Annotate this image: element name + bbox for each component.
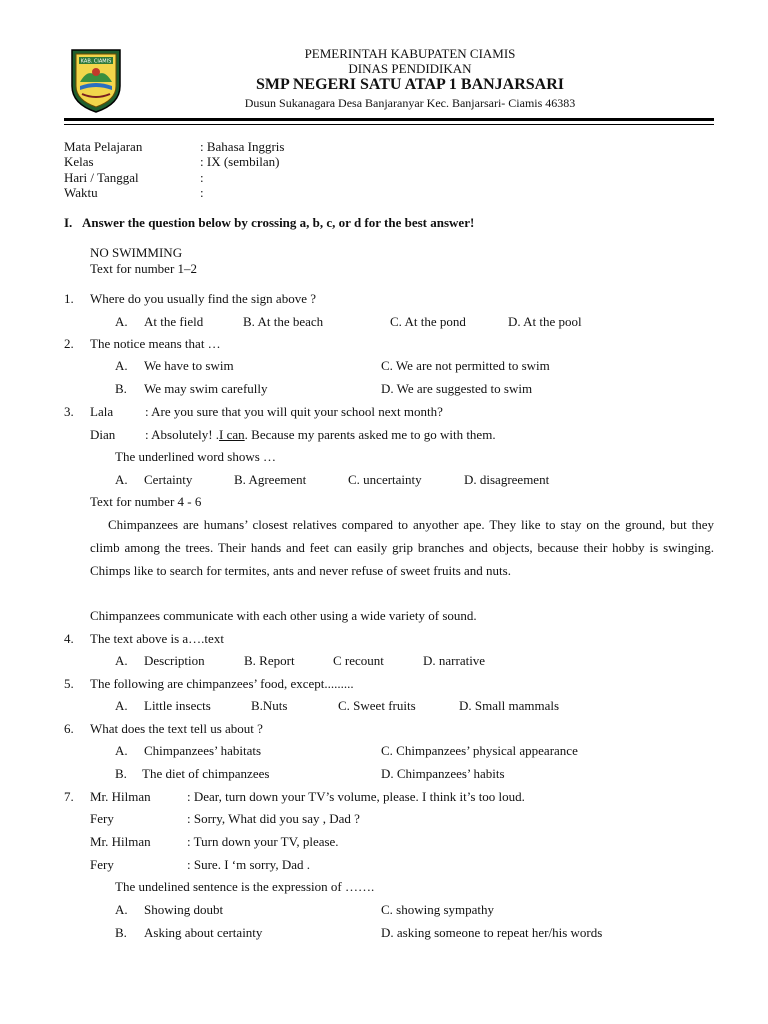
q3-speaker-1: Lala <box>90 404 114 419</box>
q5-number: 5. <box>64 676 74 691</box>
q4-option-a-letter: A. <box>115 653 128 668</box>
q1-option-c: C. At the pond <box>390 314 466 329</box>
q3-option-a: Certainty <box>144 472 193 487</box>
text-for-1-2: Text for number 1–2 <box>90 261 198 276</box>
q3-underlined-word: I can <box>219 427 245 442</box>
q2-option-a-letter: A. <box>115 358 128 373</box>
q1-option-a: At the field <box>144 314 204 329</box>
info-value-class: : IX (sembilan) <box>200 154 280 169</box>
q7-option-a-letter: A. <box>115 902 128 917</box>
info-label-date: Hari / Tanggal <box>64 170 139 185</box>
q2-text: The notice means that … <box>90 336 221 351</box>
q6-text: What does the text tell us about ? <box>90 721 263 736</box>
q7-option-b-letter: B. <box>115 925 127 940</box>
q7-option-a: Showing doubt <box>144 902 224 917</box>
header-department: DINAS PENDIDIKAN <box>348 61 472 76</box>
info-label-time: Waktu <box>64 185 98 200</box>
q7-line: : Turn down your TV, please. <box>187 834 339 849</box>
q3-prompt: The underlined word shows … <box>115 449 277 464</box>
q6-option-c: C. Chimpanzees’ physical appearance <box>381 743 578 758</box>
header-school-name: SMP NEGERI SATU ATAP 1 BANJARSARI <box>255 76 565 93</box>
q2-option-b: We may swim carefully <box>144 381 268 396</box>
q2-option-b-letter: B. <box>115 381 127 396</box>
section-instruction: Answer the question below by crossing a, b, c, or d for the best answer! <box>82 215 475 230</box>
header-rule-thick <box>64 118 714 121</box>
q7-option-d: D. asking someone to repeat her/his words <box>381 925 603 940</box>
q7-prompt: The undelined sentence is the expression of ……. <box>115 879 375 894</box>
text-for-4-6: Text for number 4 - 6 <box>90 494 202 509</box>
q5-option-a: Little insects <box>144 698 211 713</box>
q2-option-c: C. We are not permitted to swim <box>381 358 550 373</box>
logo-text: KAB. CIAMIS <box>80 58 112 65</box>
q1-option-d: D. At the pool <box>508 314 582 329</box>
q2-option-d: D. We are suggested to swim <box>381 381 533 396</box>
q2-option-a: We have to swim <box>144 358 234 373</box>
info-label-subject: Mata Pelajaran <box>64 139 143 154</box>
q5-text: The following are chimpanzees’ food, except......... <box>90 676 354 691</box>
header-address: Dusun Sukanagara Desa Banjaranyar Kec. Banjarsari- Ciamis 46383 <box>244 96 576 110</box>
passage-paragraph-1: Chimpanzees are humans’ closest relatives compared to anyother ape. They like to stay on the ground, but they climb among the trees. Their hands and feet can easily grip branches and objects, because their hobby is swinging. Chimps like to search for termites, ants and never refuse of sweet fruits and nuts. <box>90 517 714 578</box>
info-label-class: Kelas <box>64 154 94 169</box>
q7-number: 7. <box>64 789 74 804</box>
q3-option-a-letter: A. <box>115 472 128 487</box>
q1-text: Where do you usually find the sign above ? <box>90 291 316 306</box>
q3-line-2 <box>145 427 496 443</box>
header-rule-thin <box>64 124 714 125</box>
q3-line-2-pre: : Absolutely! . <box>145 427 220 442</box>
q5-option-b: B.Nuts <box>251 698 288 713</box>
q5-option-a-letter: A. <box>115 698 128 713</box>
school-logo <box>66 46 126 114</box>
q3-option-d: D. disagreement <box>464 472 550 487</box>
q3-line-1: : Are you sure that you will quit your school next month? <box>145 404 443 419</box>
q6-option-d: D. Chimpanzees’ habits <box>381 766 505 781</box>
q6-option-a: Chimpanzees’ habitats <box>144 743 262 758</box>
q6-option-b: The diet of chimpanzees <box>142 766 270 781</box>
q4-option-a: Description <box>144 653 205 668</box>
q1-option-b: B. At the beach <box>243 314 324 329</box>
q7-line: : Dear, turn down your TV’s volume, please. I think it’s too loud. <box>187 789 525 804</box>
q7-speaker: Fery <box>90 811 114 826</box>
q7-speaker: Mr. Hilman <box>90 789 151 804</box>
q6-option-a-letter: A. <box>115 743 128 758</box>
q4-option-c: C recount <box>333 653 384 668</box>
q7-line: : Sure. I ‘m sorry, Dad . <box>187 857 310 872</box>
q3-speaker-2: Dian <box>90 427 116 442</box>
q6-number: 6. <box>64 721 74 736</box>
q4-option-b: B. Report <box>244 653 295 668</box>
info-value-date: : <box>200 170 204 185</box>
info-value-subject: : Bahasa Inggris <box>200 139 285 154</box>
q4-number: 4. <box>64 631 74 646</box>
q7-line: : Sorry, What did you say , Dad ? <box>187 811 360 826</box>
q7-option-c: C. showing sympathy <box>381 902 495 917</box>
q7-speaker: Fery <box>90 857 114 872</box>
q3-option-c: C. uncertainty <box>348 472 422 487</box>
q3-option-b: B. Agreement <box>234 472 307 487</box>
section-number: I. <box>64 215 73 230</box>
q7-speaker: Mr. Hilman <box>90 834 151 849</box>
sign-text: NO SWIMMING <box>90 245 183 260</box>
q6-option-b-letter: B. <box>115 766 127 781</box>
header-government: PEMERINTAH KABUPATEN CIAMIS <box>304 46 516 61</box>
q3-line-2-post: . Because my parents asked me to go with them. <box>244 427 496 442</box>
q5-option-d: D. Small mammals <box>459 698 560 713</box>
q1-option-a-letter: A. <box>115 314 128 329</box>
q5-option-c: C. Sweet fruits <box>338 698 416 713</box>
q3-number: 3. <box>64 404 74 419</box>
passage-paragraph-2: Chimpanzees communicate with each other using a wide variety of sound. <box>90 608 477 623</box>
q1-number: 1. <box>64 291 74 306</box>
q7-option-b: Asking about certainty <box>144 925 263 940</box>
info-value-time: : <box>200 185 204 200</box>
q2-number: 2. <box>64 336 74 351</box>
q4-option-d: D. narrative <box>423 653 486 668</box>
q4-text: The text above is a….text <box>90 631 224 646</box>
